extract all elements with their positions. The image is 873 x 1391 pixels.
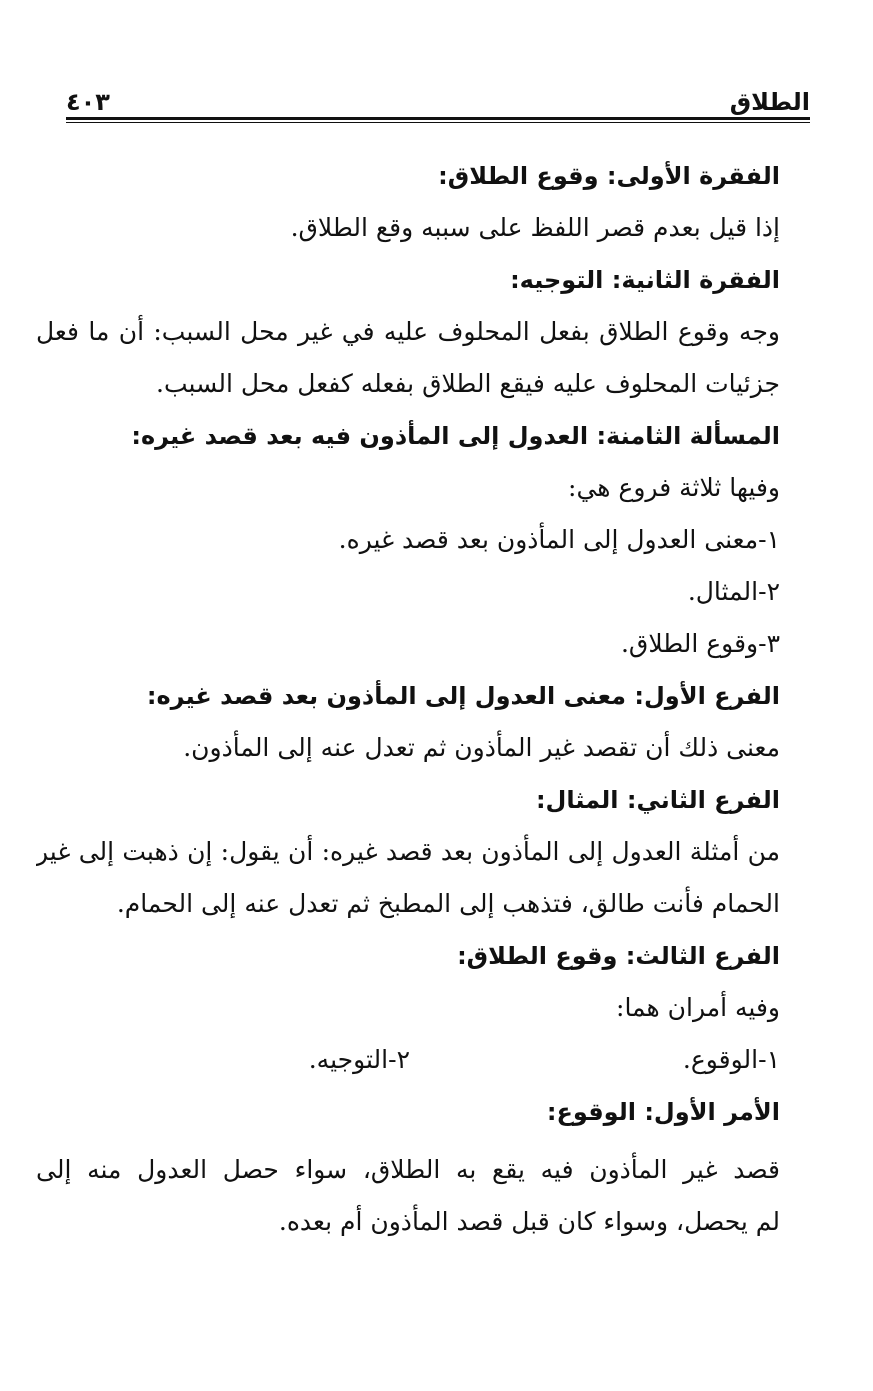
text-line: وفيها ثلاثة فروع هي: (568, 473, 780, 502)
heading-matter-1: الأمر الأول: الوقوع: (546, 1098, 780, 1126)
text-line: قصد غير المأذون فيه يقع به الطلاق، سواء حصل العدول منه إلى (36, 1155, 780, 1184)
list-item: ٢-المثال. (687, 577, 780, 606)
page-number: ٤٠٣ (66, 88, 110, 116)
two-column-list (36, 1034, 780, 1086)
header-rule-thick (66, 117, 810, 120)
page-body (36, 150, 780, 1248)
text-line: وجه وقوع الطلاق بفعل المحلوف عليه في غير محل السبب: أن ما فعل (36, 317, 780, 346)
text-line: وفيه أمران هما: (616, 993, 780, 1022)
text-line: الحمام فأنت طالق، فتذهب إلى المطبخ ثم تعدل عنه إلى الحمام. (116, 889, 780, 918)
text-line: إذا قيل بعدم قصر اللفظ على سببه وقع الطلاق. (290, 213, 780, 242)
heading-para-1: الفقرة الأولى: وقوع الطلاق: (438, 162, 780, 190)
text-line: لم يحصل، وسواء كان قبل قصد المأذون أم بعده. (278, 1207, 780, 1236)
header-rule-thin (66, 122, 810, 123)
text-line: معنى ذلك أن تقصد غير المأذون ثم تعدل عنه إلى المأذون. (183, 733, 780, 762)
heading-branch-3: الفرع الثالث: وقوع الطلاق: (457, 942, 780, 970)
heading-para-2: الفقرة الثانية: التوجيه: (510, 266, 780, 294)
list-item: ٢-التوجيه. (308, 1045, 410, 1074)
text-line: جزئيات المحلوف عليه فيقع الطلاق بفعله كفعل محل السبب. (156, 369, 780, 398)
heading-branch-1: الفرع الأول: معنى العدول إلى المأذون بعد قصد غيره: (146, 682, 780, 710)
list-item: ١-الوقوع. (682, 1045, 780, 1074)
text-line: من أمثلة العدول إلى المأذون بعد قصد غيره: أن يقول: إن ذهبت إلى غير (36, 837, 780, 866)
list-item: ١-معنى العدول إلى المأذون بعد قصد غيره. (338, 525, 780, 554)
heading-branch-2: الفرع الثاني: المثال: (535, 786, 780, 814)
chapter-title: الطلاق (729, 88, 810, 116)
heading-issue-8: المسألة الثامنة: العدول إلى المأذون فيه بعد قصد غيره: (131, 422, 780, 450)
list-item: ٣-وقوع الطلاق. (620, 629, 780, 658)
running-header (66, 80, 810, 120)
